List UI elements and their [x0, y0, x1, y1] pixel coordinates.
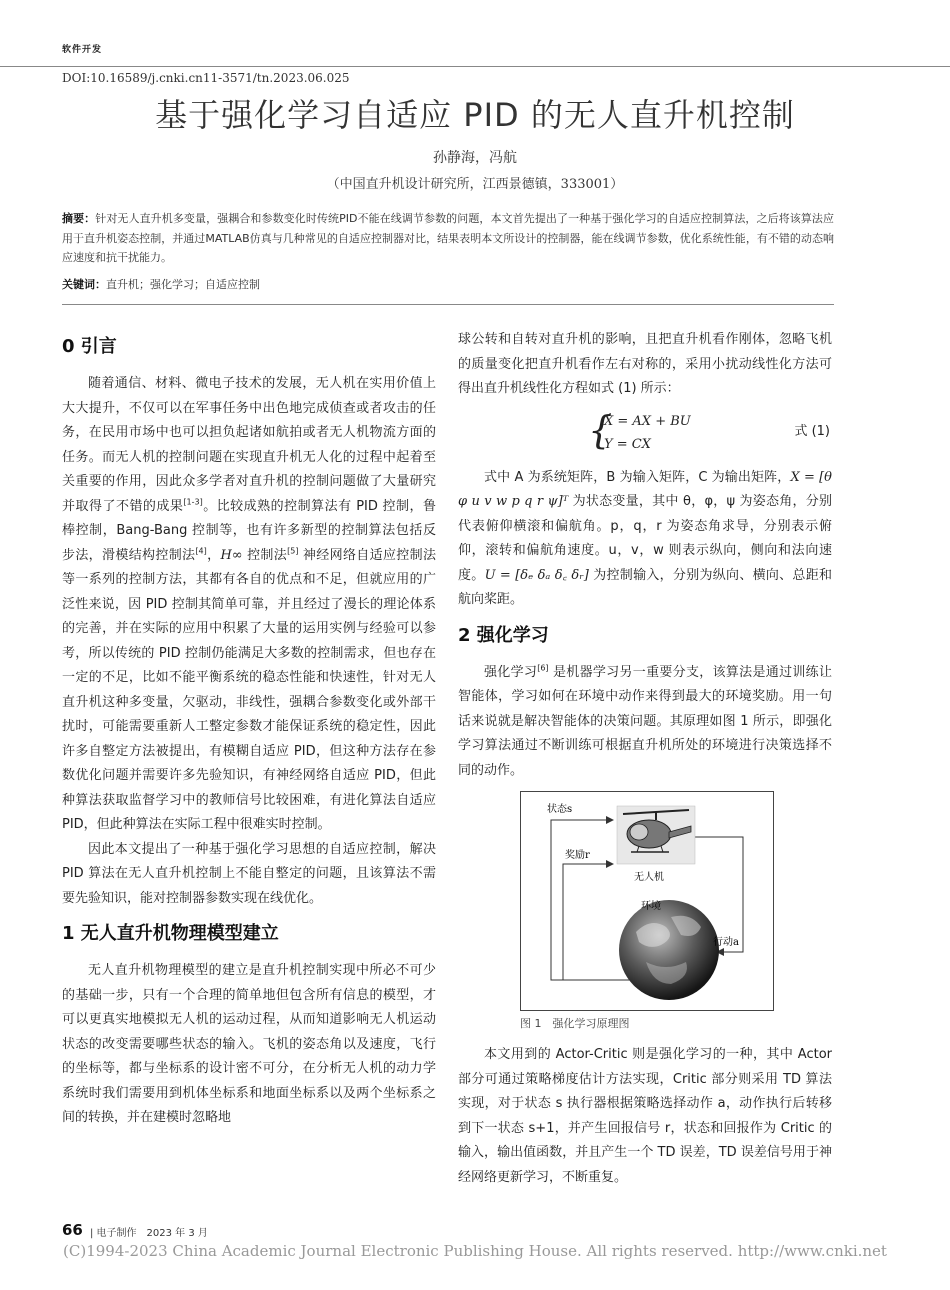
abstract-label: 摘要： — [62, 212, 96, 225]
equation-label: 式 (1) — [794, 423, 830, 439]
keywords-rule — [62, 304, 834, 305]
affiliation: （中国直升机设计研究所，江西景德镇，333001） — [326, 177, 624, 192]
text-run: 为控制输入，分别为纵向、横向、总距和航向桨距。 — [458, 567, 832, 607]
section-tag: 软件开发 — [62, 45, 103, 55]
section-0-paragraph-2: 因此本文提出了一种基于强化学习思想的自适应控制，解决 PID 算法在无人直升机控制上不能自整定的问题，且该算法不需要先验知识，能对控制器参数实现在线优化。 — [62, 841, 436, 906]
keywords-text: 直升机；强化学习；自适应控制 — [106, 278, 260, 291]
section-1-paragraph-1: 无人直升机物理模型的建立是直升机控制实现中所必不可少的基础一步，只有一个合理的简单地但包含所有信息的模型，才可以更真实地模拟无人机的运动过程，从而知道影响无人机运动状态的改变需要哪些状态的输入。飞机的姿态角以及速度，飞行的坐标等，都与坐标系的设计密不可分，在分析无人机的动力学系统时我们需要用到机体坐标系和地面坐标系以及两个坐标系之间的转换，并在建模时忽略地 — [62, 963, 436, 1125]
section-1-heading: 1 无人直升机物理模型建立 — [62, 923, 279, 944]
text-run: ， — [206, 547, 221, 563]
section-2-paragraph-1 — [458, 661, 832, 784]
equation-line-1: Ẋ = AX + BU — [604, 413, 691, 429]
header-rule — [0, 66, 950, 67]
equation-line-2: Y = CX — [604, 436, 651, 452]
reward-arrow — [563, 864, 613, 980]
left-column — [62, 328, 436, 1131]
right-column — [458, 328, 832, 1190]
abstract-text: 针对无人直升机多变量，强耦合和参数变化时传统PID不能在线调节参数的问题，本文首先提出了一种基于强化学习的自适应控制算法，之后将该算法应用于直升机姿态控制，并通过MATLAB仿真与几种常见的自适应控制器对比，结果表明本文所设计的控制器，能在线调节参数，优化系统性能，有不错的动态响应速度和抗干扰能力。 — [62, 212, 834, 264]
section-0-paragraph-1 — [62, 372, 436, 838]
equation-explanation — [458, 466, 832, 613]
doi: DOI:10.16589/j.cnki.cn11-3571/tn.2023.06.025 — [62, 71, 350, 85]
control-vector: U = [δₑ δₐ δ꜀ δᵣ] — [484, 567, 589, 583]
text-run: 式中 A 为系统矩阵，B 为输入矩阵，C 为输出矩阵， — [484, 469, 791, 485]
page-number: 66 — [62, 1221, 83, 1239]
label-uav: 无人机 — [634, 872, 664, 883]
text-run: 随着通信、材料、微电子技术的发展，无人机在实用价值上大大提升，不仅可以在军事任务中出色地完成侦查或者攻击的任务，在民用市场中也可以担负起诸如航拍或者无人机物流方面的任务。而无人机的控制问题在实现直升机无人化的过程中起着至关重要的作用，因此众多学者对直升机的控制问题做了大量研究并取得了不错的成果 — [62, 376, 436, 514]
figure-1 — [520, 791, 774, 1011]
abstract — [62, 209, 834, 268]
equation-1 — [458, 408, 832, 458]
authors: 孙静海，冯航 — [433, 150, 517, 166]
text-run: 是机器学习另一重要分支，该算法是通过训练让智能体，学习如何在环境中动作来得到最大的环境奖励。用一句话来说就是解决智能体的决策问题。其原理如图 1 所示，即强化学习算法通过不断训练可根据直升机所处的环境进行决策选择不同的动作。 — [458, 664, 832, 778]
citation: [4] — [195, 546, 207, 556]
label-action: 行动a — [713, 937, 739, 948]
copyright-notice: (C)1994-2023 China Academic Journal Electronic Publishing House. All rights reserved. http://www.cnki.net — [63, 1242, 887, 1260]
label-env: 环境 — [641, 901, 661, 912]
citation: [1-3] — [183, 497, 203, 507]
section-0-heading: 0 引言 — [62, 336, 117, 357]
section-2-paragraph-2: 本文用到的 Actor-Critic 则是强化学习的一种，其中 Actor 部分可通过策略梯度估计方法实现，Critic 部分则采用 TD 算法实现，对于状态 s 执行器根据策略选择动作 a，动作执行后转移到下一状态 s+1，并产生回报信号 r，状态和回报作为 Critic 的输入，输出值函数，并且产生一个 TD 误差，TD 误差信号用于神经网络更新学习，不断重复。 — [458, 1047, 832, 1185]
label-state: 状态s — [547, 804, 573, 815]
figure-1-caption: 图 1 强化学习原理图 — [520, 1017, 630, 1030]
helicopter-icon — [617, 806, 695, 864]
text-run: 控制法 — [242, 547, 288, 563]
rl-diagram — [521, 792, 773, 1010]
label-reward: 奖励r — [565, 850, 590, 861]
text-run: 。比较成熟的控制算法有 PID 控制，鲁棒控制，Bang-Bang 控制等，也有许多新型的控制算法包括反步法，滑模结构控制法 — [62, 498, 436, 563]
state-vector: X = [θ φ u v w p q r ψ]ᵀ — [458, 469, 832, 509]
text-run: 为状态变量，其中 θ，φ，ψ 为姿态角，分别代表俯仰横滚和偏航角。p，q，r 为姿态角求导，分别表示俯仰，滚转和偏航角速度。u，v，w 则表示纵向，侧向和法向速度。 — [458, 494, 832, 583]
magazine-info: | 电子制作 2023 年 3 月 — [90, 1228, 208, 1239]
earth-icon — [619, 900, 719, 1000]
section-1-paragraph-1-cont: 球公转和自转对直升机的影响，且把直升机看作刚体，忽略飞机的质量变化把直升机看作左右对称的，采用小扰动线性化方法可得出直升机线性化方程如式 (1) 所示： — [458, 332, 832, 396]
page-title: 基于强化学习自适应 PID 的无人直升机控制 — [155, 96, 795, 134]
text-run: 强化学习 — [484, 664, 538, 680]
keywords-label: 关键词： — [62, 278, 106, 291]
citation: [6] — [537, 663, 549, 673]
text-run: 神经网络自适应控制法等一系列的控制方法，其都有各自的优点和不足，但就应用的广泛性来说，因 PID 控制其简单可靠，并且经过了漫长的理论体系的完善，并在实际的应用中积累了大量的运用实例与经验可以参考，所以传统的 PID 控制仍能满足大多数的控制需求，但也存在一定的不足，比如不能平衡系统的稳态性能和快速性，针对无人直升机这种多变量，欠驱动，非线性，强耦合参数变化或外部干扰时，可能需要重新人工整定参数才能保证系统的稳定性，因此许多自整定方法被提出，有模糊自适应 PID，但这种方法存在参数优化问题并需要许多先验知识，有神经网络自适应 PID，但此种算法获取监督学习中的教师信号比较困难，有进化算法自适应 PID，但此种算法在实际工程中很难实时控制。 — [62, 547, 436, 832]
equation-brace: { — [588, 407, 613, 452]
keywords — [62, 276, 834, 294]
h-infinity: H∞ — [220, 547, 243, 563]
citation: [5] — [287, 546, 299, 556]
section-2-heading: 2 强化学习 — [458, 624, 549, 646]
